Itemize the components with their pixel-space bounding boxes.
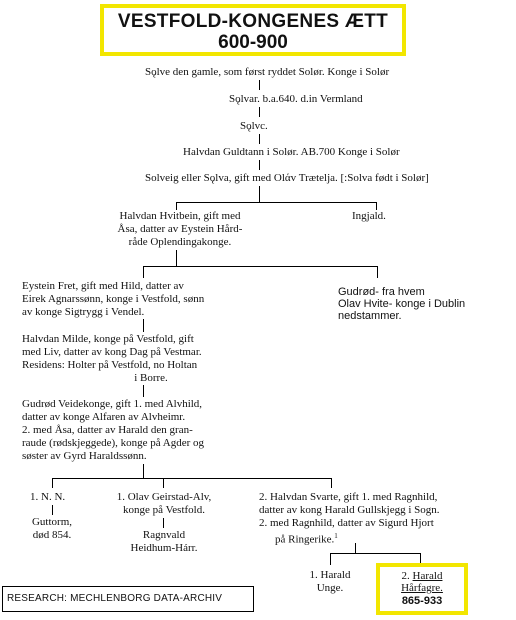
harald-harfagre-name: Harald (412, 570, 443, 582)
connector (143, 385, 144, 397)
connector (176, 202, 177, 210)
connector (143, 319, 144, 332)
person-solve-den-gamle: Sǫlve den gamle, som først ryddet Solør. Konge i Solør (145, 66, 390, 78)
branch-line (143, 266, 377, 267)
connector (377, 266, 378, 278)
branch-line (330, 553, 420, 554)
connector (355, 543, 356, 553)
harald-harfagre-years: 865-933 (401, 595, 443, 607)
person-ragnvald: Ragnvald Heidhum-Hárr. (130, 529, 198, 554)
person-halvdan-hvitbein: Halvdan Hvitbein, gift med Åsa, datter av Eystein Hård- råde Oplendingakonge. (117, 210, 243, 248)
connector (259, 186, 260, 202)
title-years: 600-900 (218, 32, 288, 53)
person-halvdan-milde: Halvdan Milde, konge på Vestfold, gift med Liv, datter av kong Dag på Vestmar. Residens: Holter på Vestfold, no Holtan i Borre. (22, 333, 202, 384)
source-credit: RESEARCH: MECHLENBORG DATA-ARCHIV (2, 586, 254, 612)
connector (331, 478, 332, 488)
connector (259, 107, 260, 117)
harald-harfagre-number: 2. (401, 570, 410, 582)
person-ingjald: Ingjald. (352, 210, 386, 222)
person-halvdan-svarte: 2. Halvdan Svarte, gift 1. med Ragnhild, datter av kong Harald Gullskjegg i Sogn. 2. med Ragnhild, datter av Sigurd Hjort på Ringerike.$^1$ (259, 491, 440, 546)
connector (176, 250, 177, 266)
title-box (100, 4, 406, 56)
connector (163, 518, 164, 528)
person-harald-harfagre (376, 563, 468, 615)
person-guttorm: Guttorm, død 854. (31, 516, 73, 541)
person-harald-unge: 1. Harald Unge. (309, 569, 351, 594)
connector (52, 505, 53, 515)
connector (163, 478, 164, 488)
connector (259, 134, 260, 144)
note-gudrod-dublin: Gudrød- fra hvem Olav Hvite- konge i Dublin nedstammer. (338, 286, 466, 322)
connector (259, 160, 260, 170)
person-solveig: Solveig eller Sǫlva, gift med Olάv Trætelja. [:Solva født i Solør] (145, 172, 429, 184)
connector (52, 478, 53, 488)
person-solvar: Sǫlvar. b.a.640. d.in Vermland (229, 93, 363, 105)
harald-harfagre-epithet: Hårfagre. (401, 582, 443, 594)
branch-line (52, 478, 331, 479)
person-halvdan-guldtann: Halvdan Guldtann i Solør. AB.700 Konge i Solør (183, 146, 400, 158)
title: VESTFOLD-KONGENES ÆTT (117, 11, 389, 32)
person-olav-geirstad-alv: 1. Olav Geirstad-Alv, konge på Vestfold. (116, 491, 212, 516)
person-solve: Sǫlvc. (240, 120, 268, 132)
connector (143, 266, 144, 278)
connector (259, 80, 260, 90)
person-gudrod-veidekonge: Gudrød Veidekonge, gift 1. med Alvhild, datter av konge Alfaren av Alvheimr. 2. med Åsa, datter av Harald den gran- raude (rødskjeggede), konge på Agder og søster av Gyrd Haraldssønn. (22, 398, 205, 462)
connector (376, 202, 377, 210)
person-eystein-fret: Eystein Fret, gift med Hild, datter av Eirek Agnarssønn, konge i Vestfold, sønn av konge Sigtrygg i Vendel. (22, 280, 205, 318)
person-nn: 1. N. N. (30, 491, 66, 503)
branch-line (176, 202, 376, 203)
connector (330, 553, 331, 565)
connector (143, 464, 144, 478)
